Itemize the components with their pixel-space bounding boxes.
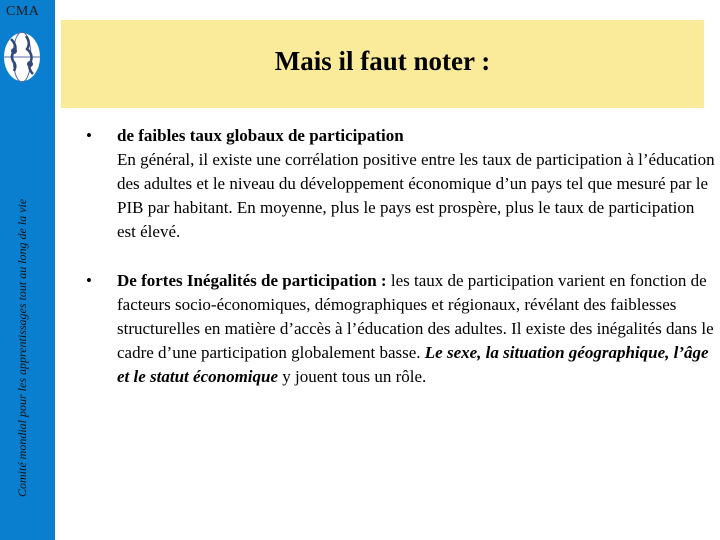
bullet-body: En général, il existe une corrélation positive entre les taux de participation à l’éducation des adultes et le niveau du développement économique d’un pays tel que mesuré par le PIB par habitant. En moyenne, plus le pays est prospère, plus le taux de participation est élevé. xyxy=(117,150,715,241)
bullet-item xyxy=(86,269,716,389)
bullet-tail: y jouent tous un rôle. xyxy=(282,367,427,386)
slide-title: Mais il faut noter : xyxy=(274,46,491,76)
bullet-marker: • xyxy=(86,271,92,290)
bullet-item xyxy=(86,124,716,244)
org-short-name: CMA xyxy=(6,4,40,19)
title-banner xyxy=(61,20,704,108)
bullet-body: les taux de participation varient en fonction de facteurs socio-économiques, démographiques et régionaux, révélant des faiblesses structurelles en matière d’accès à l’éducation des adultes. Il existe des inégalités dans le cadre d’une participation globalement basse. xyxy=(117,271,714,362)
globe-logo-icon xyxy=(0,24,45,89)
bullet-emphasis: Le sexe, la situation géographique, l’âge et le statut économique xyxy=(117,343,709,386)
vertical-committee-caption: Comité mondial pour les apprentissages tout au long de la vie xyxy=(15,198,29,497)
slide-content xyxy=(86,124,716,389)
bullet-marker: • xyxy=(86,126,92,145)
bullet-heading: De fortes Inégalités de participation : xyxy=(117,271,387,290)
bullet-heading: de faibles taux globaux de participation xyxy=(117,126,404,145)
